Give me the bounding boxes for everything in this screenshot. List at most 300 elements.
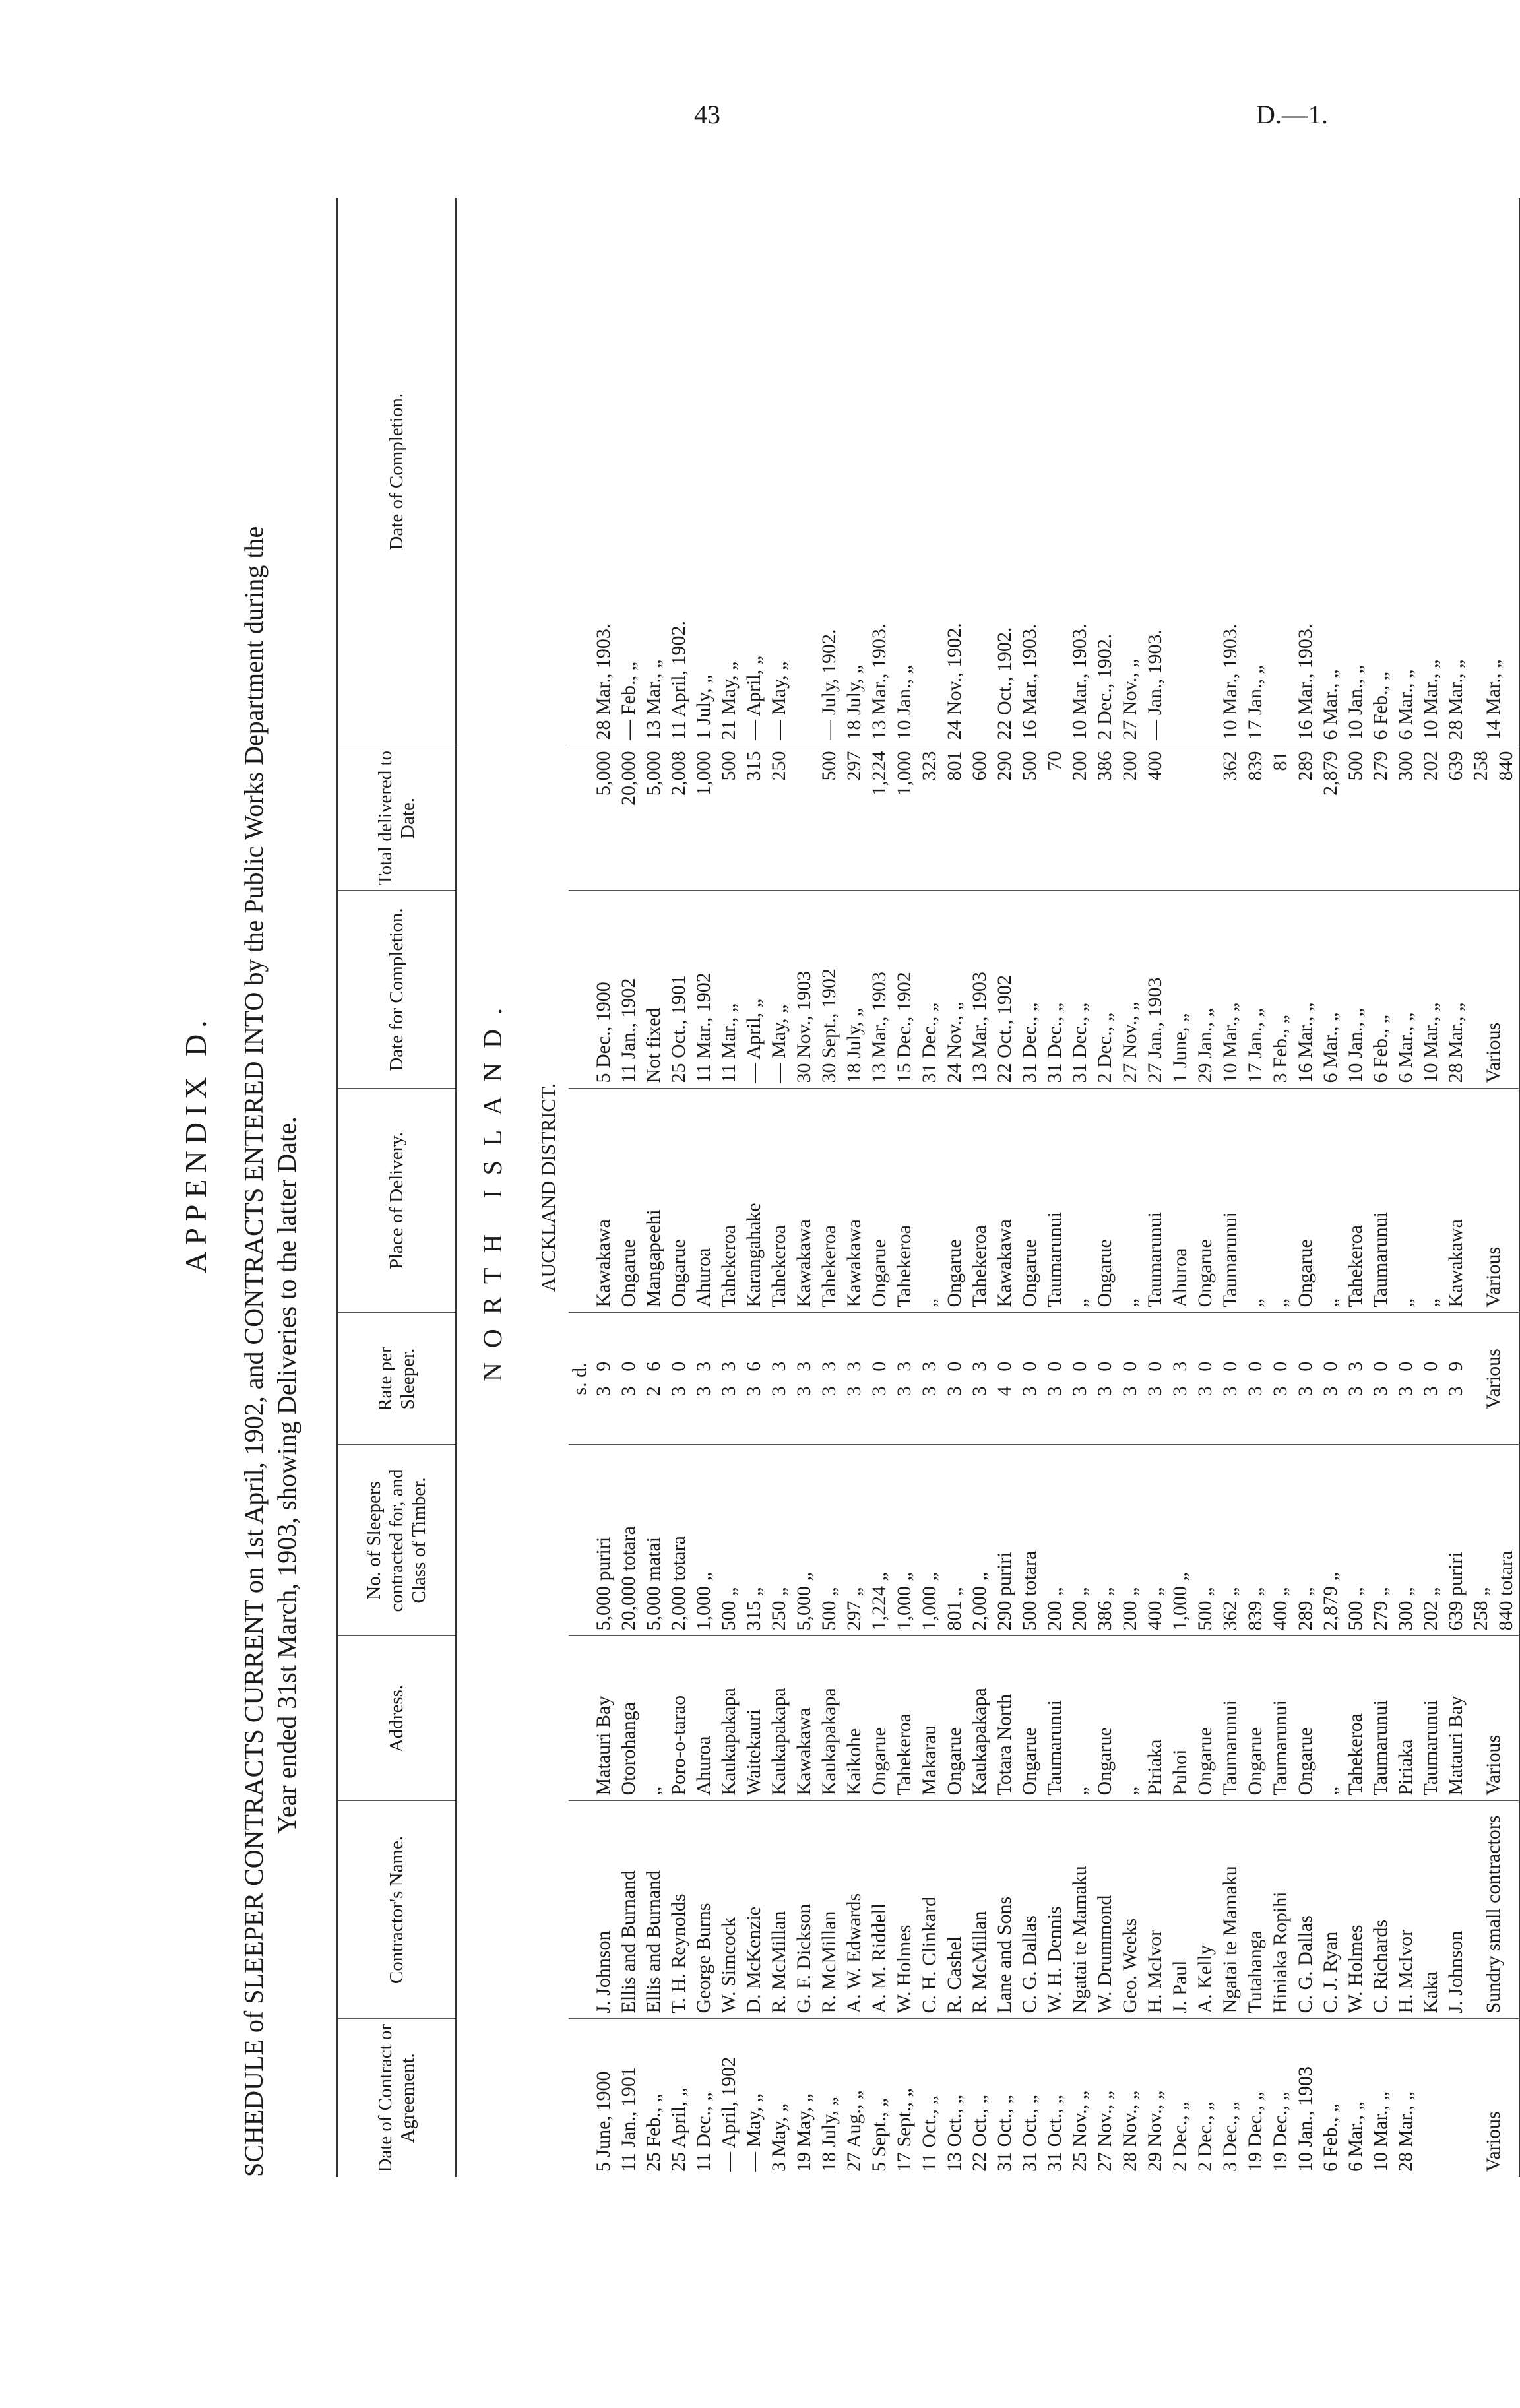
table-row [1418, 198, 1443, 2177]
cell-completed: 6 Mar., „ [1395, 669, 1416, 740]
cell-rate [992, 1313, 1017, 1445]
rate-shillings: 3 [668, 1386, 689, 1397]
cell-contractor: J. Paul [1168, 1801, 1193, 2019]
cell-date: 3 Dec., „ [1218, 2019, 1243, 2177]
cell-place: Tahekeroa [967, 1089, 992, 1313]
cell-place: „ [1243, 1089, 1268, 1313]
cell-date-for: 11 Mar., „ [716, 891, 742, 1089]
cell-date-for: 27 Jan., 1903 [1143, 891, 1168, 1089]
cell-total: 315 [742, 745, 767, 891]
cell-place: Kawakawa [842, 1089, 867, 1313]
cell-rate [842, 1313, 867, 1445]
cell-address: Taumarunui [1368, 1636, 1393, 1801]
cell-completed: — April, „ [743, 656, 765, 740]
rate-pence: 0 [1420, 1361, 1441, 1372]
cell-contractor: George Burns [691, 1801, 716, 2019]
cell-completed: 24 Nov., 1902. [943, 623, 965, 740]
cell-address: Makarau [917, 1636, 942, 1801]
cell-sleepers: 297 „ [842, 1445, 867, 1636]
table-row [616, 198, 641, 2177]
cell-date: 6 Feb., „ [1318, 2019, 1343, 2177]
cell-date-for: Various [1469, 891, 1519, 1089]
cell-sleepers: 20,000 totara [616, 1445, 641, 1636]
cell-date: — April, 1902 [716, 2019, 742, 2177]
cell-date-for: 31 Dec., „ [1042, 891, 1067, 1089]
cell-address: Tahekeroa [1343, 1636, 1368, 1801]
cell-completed: — July, 1902. [818, 629, 840, 740]
table-row [1318, 198, 1343, 2177]
cell-total: 297 [842, 745, 867, 891]
cell-contractor: D. McKenzie [742, 1801, 767, 2019]
cell-completed [917, 198, 942, 745]
rate-pence: 0 [1319, 1361, 1341, 1372]
cell-place: Tahekeroa [892, 1089, 917, 1313]
rate-pence: 3 [793, 1361, 815, 1372]
rate-pence: 0 [668, 1361, 689, 1372]
cell-address: Taumarunui [1268, 1636, 1293, 1801]
table-row [1293, 198, 1318, 2177]
cell-date: 31 Oct., „ [992, 2019, 1017, 2177]
cell-place: „ [1268, 1089, 1293, 1313]
cell-total: 1,000 [892, 745, 917, 891]
cell-contractor: Hiniaka Ropihi [1268, 1801, 1293, 2019]
cell-sleepers: 500 „ [716, 1445, 742, 1636]
table-row [1243, 198, 1268, 2177]
cell-rate [1118, 1313, 1143, 1445]
cell-date: 27 Nov., „ [1092, 2019, 1118, 2177]
cell-place: Kawakawa [992, 1089, 1017, 1313]
cell-place: „ [917, 1089, 942, 1313]
document-code: D.—1. [1256, 100, 1328, 129]
cell-date-for: 6 Feb., „ [1368, 891, 1393, 1089]
rate-units [569, 1313, 591, 1445]
rate-shillings: 3 [1119, 1386, 1141, 1397]
cell-date-for: 10 Jan., „ [1343, 891, 1368, 1089]
cell-completed: 28 Mar., „ [1445, 659, 1467, 740]
rate-shillings: 3 [1169, 1386, 1191, 1397]
rate-shillings: 3 [1069, 1386, 1091, 1397]
table-row [792, 198, 817, 2177]
cell-date [1418, 2019, 1443, 2177]
rate-shillings: 3 [1144, 1386, 1166, 1397]
cell-rate [1293, 1313, 1318, 1445]
header-row [337, 198, 456, 2177]
rate-shillings: 3 [843, 1386, 865, 1397]
cell-address: „ [641, 1636, 666, 1801]
table-row [892, 198, 917, 2177]
table-row [1343, 198, 1368, 2177]
rate-shillings: 3 [1244, 1386, 1266, 1397]
rate-shillings: 4 [994, 1386, 1015, 1397]
rate-pence: 9 [592, 1361, 614, 1372]
cell-date: 25 Feb., „ [641, 2019, 666, 2177]
rate-shillings: 3 [618, 1386, 639, 1397]
cell-date-for: Not fixed [641, 891, 666, 1089]
cell-date: 31 Oct., „ [1017, 2019, 1042, 2177]
cell-rate [1218, 1313, 1243, 1445]
cell-total: 5,000 [641, 745, 666, 891]
rate-shillings: 3 [592, 1386, 614, 1397]
cell-contractor: C. H. Clinkard [917, 1801, 942, 2019]
col-address: Address. [337, 1636, 456, 1801]
cell-total: 289 [1293, 745, 1318, 891]
cell-rate [1343, 1313, 1368, 1445]
rate-pence: 3 [768, 1361, 790, 1372]
cell-date: 22 Oct., „ [967, 2019, 992, 2177]
table-row [1393, 198, 1418, 2177]
table-row [1067, 198, 1092, 2177]
cell-date: 5 Sept., „ [867, 2019, 892, 2177]
cell-total: 200 [1118, 745, 1143, 891]
sleepers-line-2: 840 totara [1495, 1550, 1517, 1631]
cell-rate [716, 1313, 742, 1445]
cell-address: Ongarue [1193, 1636, 1218, 1801]
cell-total [792, 745, 817, 891]
cell-contractor: C. G. Dallas [1017, 1801, 1042, 2019]
appendix-title: APPENDIX D. [179, 1013, 212, 1273]
cell-completed: 13 Mar., „ [643, 659, 664, 740]
table-row [1218, 198, 1243, 2177]
cell-date: 19 May, „ [792, 2019, 817, 2177]
cell-rate [867, 1313, 892, 1445]
table-row [742, 198, 767, 2177]
table-row [1168, 198, 1193, 2177]
rate-pence: 3 [918, 1361, 940, 1372]
cell-date: 28 Nov., „ [1118, 2019, 1143, 2177]
rate-pence: 3 [843, 1361, 865, 1372]
cell-rate [1143, 1313, 1168, 1445]
col-contractor: Contractor's Name. [337, 1801, 456, 2019]
col-date-contract: Date of Contract or Agreement. [337, 2019, 456, 2177]
table-row [942, 198, 967, 2177]
cell-place: Taumarunui [1368, 1089, 1393, 1313]
rate-pence: 3 [1169, 1361, 1191, 1372]
cell-contractor: A. W. Edwards [842, 1801, 867, 2019]
cell-address: Ongarue [1243, 1636, 1268, 1801]
cell-sleepers: 500 totara [1017, 1445, 1042, 1636]
cell-sleepers: 400 „ [1268, 1445, 1293, 1636]
cell-rate [616, 1313, 641, 1445]
cell-date: 10 Jan., 1903 [1293, 2019, 1318, 2177]
cell-place: Taumarunui [1042, 1089, 1067, 1313]
cell-date-for: 11 Mar., 1902 [691, 891, 716, 1089]
cell-sleepers: 1,224 „ [867, 1445, 892, 1636]
rate-pence: 0 [1244, 1361, 1266, 1372]
cell-completed: 17 Jan., „ [1244, 665, 1266, 740]
cell-date-for: 5 Dec., 1900 [591, 891, 616, 1089]
cell-place: Kawakawa [792, 1089, 817, 1313]
cell-completed: 13 Mar., 1903. [868, 623, 890, 740]
cell-completed: 16 Mar., 1903. [1294, 623, 1316, 740]
rate-shillings: 2 [643, 1386, 664, 1397]
cell-total [1168, 745, 1193, 891]
cell-date-for: 10 Mar., „ [1418, 891, 1443, 1089]
cell-contractor: R. McMillan [817, 1801, 842, 2019]
cell-address: Kaukapakapa [767, 1636, 792, 1801]
cell-completed: — May, „ [768, 661, 790, 740]
cell-contractor: Kaka [1418, 1801, 1443, 2019]
cell-date: 28 Mar., „ [1393, 2019, 1418, 2177]
rate-pence: 0 [1094, 1361, 1116, 1372]
cell-address: Kaikohe [842, 1636, 867, 1801]
rate-shillings: 3 [743, 1386, 765, 1397]
rate-shillings: 3 [943, 1386, 965, 1397]
rate-shillings: 3 [893, 1386, 915, 1397]
cell-rate [691, 1313, 716, 1445]
cell-place: „ [1067, 1089, 1092, 1313]
cell-contractor: Ngatai te Mamaku [1067, 1801, 1092, 2019]
table-row [666, 198, 691, 2177]
cell-address: Otorohanga [616, 1636, 641, 1801]
table-row [1143, 198, 1168, 2177]
cell-date: 18 July, „ [817, 2019, 842, 2177]
cell-address: „ [1118, 1636, 1143, 1801]
cell-address: Ongarue [1293, 1636, 1318, 1801]
cell-date-for: 18 July, „ [842, 891, 867, 1089]
cell-date-for: 25 Oct., 1901 [666, 891, 691, 1089]
cell-rate: Various [1469, 1313, 1519, 1445]
cell-rate [666, 1313, 691, 1445]
cell-date: 2 Dec., „ [1193, 2019, 1218, 2177]
cell-date: 13 Oct., „ [942, 2019, 967, 2177]
district-label: AUCKLAND DISTRICT. [538, 1083, 559, 1292]
cell-total: 279 [1368, 745, 1393, 891]
cell-date-for: 30 Nov., 1903 [792, 891, 817, 1089]
cell-date: 6 Mar., „ [1343, 2019, 1368, 2177]
rate-shillings: 3 [768, 1386, 790, 1397]
table-row [767, 198, 792, 2177]
cell-date: 11 Dec., „ [691, 2019, 716, 2177]
cell-place: Kawakawa [591, 1089, 616, 1313]
cell-place: Mangapeehi [641, 1089, 666, 1313]
rate-shillings: 3 [1319, 1386, 1341, 1397]
cell-total: 2,879 [1318, 745, 1343, 891]
cell-rate [792, 1313, 817, 1445]
cell-rate [1268, 1313, 1293, 1445]
cell-total: 323 [917, 745, 942, 891]
cell-sleepers: 1,000 „ [917, 1445, 942, 1636]
rate-pence: 0 [1019, 1361, 1040, 1372]
district-row [529, 198, 569, 2177]
rate-shillings: 3 [1420, 1386, 1441, 1397]
table-row [691, 198, 716, 2177]
region-row [456, 198, 529, 2177]
cell-contractor: R. McMillan [967, 1801, 992, 2019]
cell-address: „ [1318, 1636, 1343, 1801]
cell-date-for: — April, „ [742, 891, 767, 1089]
rate-shillings: 3 [1194, 1386, 1216, 1397]
rate-units-row [569, 198, 591, 2177]
cell-completed: 22 Oct., 1902. [994, 627, 1015, 740]
cell-contractor: A. M. Riddell [867, 1801, 892, 2019]
cell-place: Karangahake [742, 1089, 767, 1313]
rate-unit-d: d. [569, 1362, 590, 1378]
schedule-table [336, 198, 1520, 2177]
cell-place: Ahuroa [1168, 1089, 1193, 1313]
cell-contractor: Sundry small contractors [1469, 1801, 1519, 2019]
cell-rate [817, 1313, 842, 1445]
cell-contractor: W. Holmes [892, 1801, 917, 2019]
cell-contractor: J. Johnson [1443, 1801, 1469, 2019]
cell-completed: 10 Mar., 1903. [1219, 623, 1241, 740]
cell-date-for: 6 Mar., „ [1393, 891, 1418, 1089]
cell-address: Piriaka [1393, 1636, 1418, 1801]
cell-date: 19 Dec., „ [1243, 2019, 1268, 2177]
cell-rate [1017, 1313, 1042, 1445]
cell-completed [1168, 198, 1193, 745]
cell-sleepers: 202 „ [1418, 1445, 1443, 1636]
cell-sleepers: 200 „ [1067, 1445, 1092, 1636]
cell-contractor: G. F. Dickson [792, 1801, 817, 2019]
cell-completed: 10 Mar., 1903. [1069, 623, 1091, 740]
cell-address: Ongarue [942, 1636, 967, 1801]
rate-pence: 3 [818, 1361, 840, 1372]
rate-shillings: 3 [1019, 1386, 1040, 1397]
cell-address: Kaukapakapa [817, 1636, 842, 1801]
cell-date: 11 Jan., 1901 [616, 2019, 641, 2177]
region-label: NORTH ISLAND. [478, 993, 507, 1382]
cell-rate [1243, 1313, 1268, 1445]
cell-date-for: 10 Mar., „ [1218, 891, 1243, 1089]
cell-total [1469, 745, 1519, 891]
cell-place: Ongarue [1092, 1089, 1118, 1313]
cell-completed [1193, 198, 1218, 745]
cell-date: 25 April, „ [666, 2019, 691, 2177]
cell-total: 639 [1443, 745, 1469, 891]
cell-sleepers [1469, 1445, 1519, 1636]
cell-place: Taumarunui [1218, 1089, 1243, 1313]
cell-address: Ongarue [1017, 1636, 1042, 1801]
table-row [1443, 198, 1469, 2177]
table-row [867, 198, 892, 2177]
cell-sleepers: 200 „ [1118, 1445, 1143, 1636]
cell-date [1443, 2019, 1469, 2177]
total-line-2: 840 [1495, 751, 1517, 781]
cell-place: Tahekeroa [716, 1089, 742, 1313]
cell-total: 801 [942, 745, 967, 891]
cell-contractor: R. Cashel [942, 1801, 967, 2019]
cell-rate [1042, 1313, 1067, 1445]
cell-completed: 6 Feb., „ [1370, 672, 1391, 740]
cell-date: 11 Oct., „ [917, 2019, 942, 2177]
rate-pence: 0 [994, 1361, 1015, 1372]
rate-pence: 0 [943, 1361, 965, 1372]
cell-completed: 16 Mar., 1903. [1019, 623, 1040, 740]
cell-sleepers: 2,000 totara [666, 1445, 691, 1636]
cell-sleepers: 1,000 „ [1168, 1445, 1193, 1636]
cell-contractor: T. H. Reynolds [666, 1801, 691, 2019]
cell-address: „ [1067, 1636, 1092, 1801]
cell-place: Tahekeroa [767, 1089, 792, 1313]
rate-pence: 9 [1445, 1361, 1467, 1372]
rate-pence: 3 [718, 1361, 740, 1372]
cell-place: Ongarue [1017, 1089, 1042, 1313]
rate-shillings: 3 [818, 1386, 840, 1397]
cell-total: 290 [992, 745, 1017, 891]
cell-total: 400 [1143, 745, 1168, 891]
table-row [1368, 198, 1393, 2177]
cell-sleepers: 315 „ [742, 1445, 767, 1636]
cell-rate [917, 1313, 942, 1445]
cell-sleepers: 290 puriri [992, 1445, 1017, 1636]
cell-total: 70 [1042, 745, 1067, 891]
cell-total: 5,000 [591, 745, 616, 891]
heading-line-1: SCHEDULE of SLEEPER CONTRACTS CURRENT on 1st April, 1902, and CONTRACTS ENTERED INTO by the Public Works Department during the [239, 526, 269, 2177]
cell-rate [1067, 1313, 1092, 1445]
cell-contractor: C. G. Dallas [1293, 1801, 1318, 2019]
cell-rate [742, 1313, 767, 1445]
page-number: 43 [694, 100, 720, 129]
cell-address: Puhoi [1168, 1636, 1193, 1801]
cell-completed: 14 Mar., „ [1469, 198, 1519, 745]
cell-contractor: C. J. Ryan [1318, 1801, 1343, 2019]
cell-total: 362 [1218, 745, 1243, 891]
cell-contractor: R. McMillan [767, 1801, 792, 2019]
cell-contractor: W. H. Dennis [1042, 1801, 1067, 2019]
cell-contractor: C. Richards [1368, 1801, 1393, 2019]
sleepers-line-1: 258 „ [1470, 1587, 1492, 1631]
cell-total: 81 [1268, 745, 1293, 891]
cell-sleepers: 386 „ [1092, 1445, 1118, 1636]
cell-sleepers: 300 „ [1393, 1445, 1418, 1636]
cell-sleepers: 1,000 „ [892, 1445, 917, 1636]
cell-sleepers: 5,000 matai [641, 1445, 666, 1636]
cell-sleepers: 801 „ [942, 1445, 967, 1636]
cell-contractor: Ngatai te Mamaku [1218, 1801, 1243, 2019]
cell-total: 839 [1243, 745, 1268, 891]
rate-shillings: 3 [868, 1386, 890, 1397]
cell-rate [1318, 1313, 1343, 1445]
table-row [1118, 198, 1143, 2177]
cell-rate [641, 1313, 666, 1445]
cell-rate [1393, 1313, 1418, 1445]
cell-total: 202 [1418, 745, 1443, 891]
cell-date-for: 27 Nov., „ [1118, 891, 1143, 1089]
cell-date-for: 31 Dec., „ [1017, 891, 1042, 1089]
cell-address: Taumarunui [1418, 1636, 1443, 1801]
cell-date-for: 31 Dec., „ [1067, 891, 1092, 1089]
rate-pence: 0 [1395, 1361, 1416, 1372]
cell-date-for: 6 Mar., „ [1318, 891, 1343, 1089]
cell-contractor: Geo. Weeks [1118, 1801, 1143, 2019]
cell-total: 20,000 [616, 745, 641, 891]
rate-pence: 0 [1119, 1361, 1141, 1372]
cell-completed: 28 Mar., 1903. [592, 623, 614, 740]
rate-pence: 0 [1069, 1361, 1091, 1372]
cell-sleepers: 279 „ [1368, 1445, 1393, 1636]
rate-pence: 0 [618, 1361, 639, 1372]
cell-date: 3 May, „ [767, 2019, 792, 2177]
col-date-for: Date for Completion. [337, 891, 456, 1089]
rate-pence: 0 [1269, 1361, 1291, 1372]
table-row [716, 198, 742, 2177]
cell-contractor: W. Simcock [716, 1801, 742, 2019]
cell-address: Totara North [992, 1636, 1017, 1801]
cell-date: 27 Aug., „ [842, 2019, 867, 2177]
table-row [967, 198, 992, 2177]
col-total: Total delivered to Date. [337, 745, 456, 891]
rate-shillings: 3 [1094, 1386, 1116, 1397]
rate-shillings: 3 [1345, 1386, 1366, 1397]
table-row [1092, 198, 1118, 2177]
cell-sleepers: 400 „ [1143, 1445, 1168, 1636]
cell-completed [967, 198, 992, 745]
total-line-1: 258 [1470, 751, 1492, 781]
cell-date: 31 Oct., „ [1042, 2019, 1067, 2177]
table-row [917, 198, 942, 2177]
cell-completed: 2 Dec., 1902. [1094, 633, 1116, 740]
table-row [992, 198, 1017, 2177]
